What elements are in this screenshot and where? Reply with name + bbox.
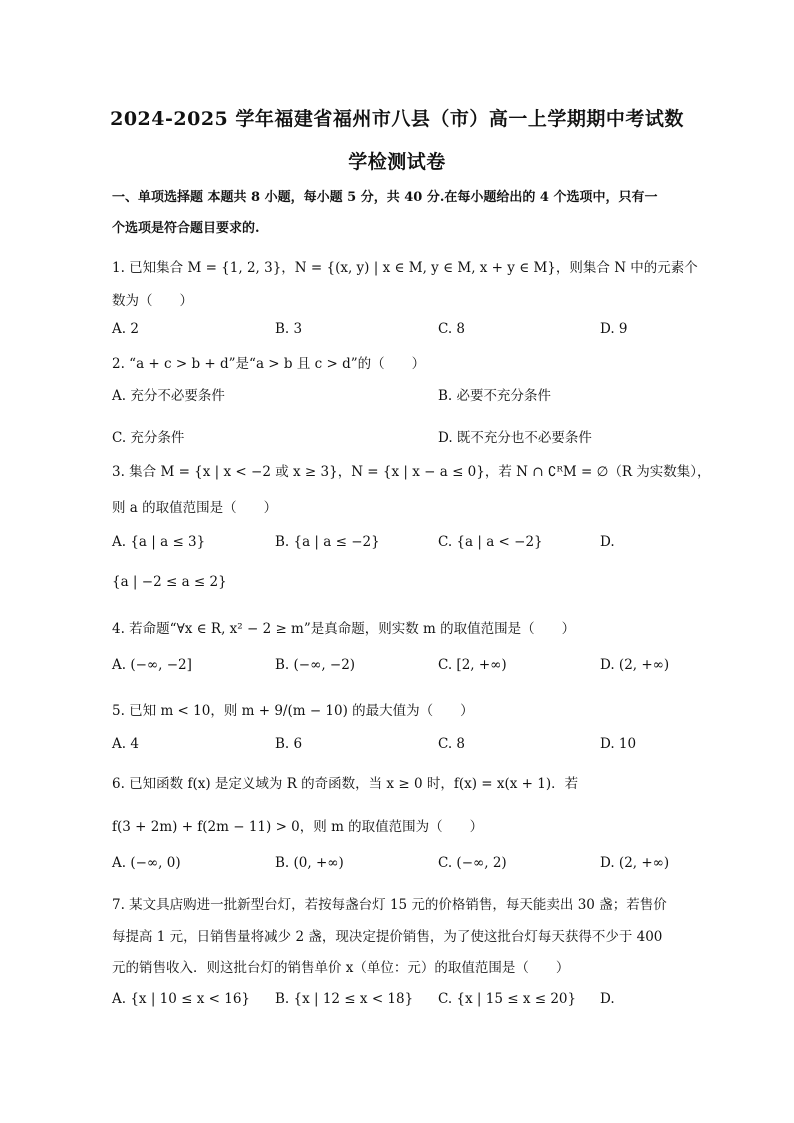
question-5-option-a: A. 4 (112, 736, 139, 752)
question-1-option-a: A. 2 (112, 321, 139, 337)
question-3-option-c: C. {a | a < −2} (438, 534, 543, 550)
question-6-option-d: D. (2, +∞) (600, 855, 670, 871)
question-3-option-a: A. {a | a ≤ 3} (112, 534, 206, 550)
question-7-option-b: B. {x | 12 ≤ x < 18} (275, 991, 414, 1007)
question-7-stem-line-2: 每提高 1 元，日销售量将减少 2 盏，现决定提价销售，为了使这批台灯每天获得不少于 400 (112, 929, 663, 945)
question-4-stem: 4. 若命题“∀x ∈ R, x² − 2 ≥ m”是真命题，则实数 m 的取值范围是（ ） (112, 621, 576, 637)
question-4-option-b: B. (−∞, −2) (275, 657, 356, 673)
question-1-option-b: B. 3 (275, 321, 303, 337)
question-2-stem: 2. “a + c > b + d”是“a > b 且 c > d”的（ ） (112, 356, 426, 372)
question-7-stem-line-3: 元的销售收入．则这批台灯的销售单价 x（单位：元）的取值范围是（ ） (112, 960, 570, 976)
question-5-option-c: C. 8 (438, 736, 466, 752)
question-3-option-d-text: {a | −2 ≤ a ≤ 2} (112, 574, 227, 590)
page-title-line-2: 学检测试卷 (348, 151, 446, 173)
question-6-stem-line-1: 6. 已知函数 f(x) 是定义域为 R 的奇函数，当 x ≥ 0 时，f(x) = x(x + 1)．若 (112, 776, 579, 792)
question-5-option-b: B. 6 (275, 736, 303, 752)
question-7-option-c: C. {x | 15 ≤ x ≤ 20} (438, 991, 577, 1007)
question-2-option-a: A. 充分不必要条件 (112, 388, 225, 404)
question-4-option-a: A. (−∞, −2] (112, 657, 192, 673)
question-1-stem-line-2: 数为（ ） (112, 293, 193, 309)
section-heading-line-1: 一、单项选择题 本题共 8 小题，每小题 5 分，共 40 分.在每小题给出的 4 个选项中，只有一 (112, 190, 658, 205)
question-4-option-c: C. [2, +∞) (438, 657, 507, 673)
question-3-stem-line-1: 3. 集合 M = {x | x < −2 或 x ≥ 3}，N = {x | x − a ≤ 0}，若 N ∩ ∁ᴿM = ∅（R 为实数集）， (112, 464, 711, 480)
question-7-option-a: A. {x | 10 ≤ x < 16} (112, 991, 251, 1007)
question-3-option-d: D. (600, 534, 615, 550)
question-6-option-a: A. (−∞, 0) (112, 855, 181, 871)
question-2-option-d: D. 既不充分也不必要条件 (438, 430, 592, 446)
question-1-stem-line-1: 1. 已知集合 M = {1, 2, 3}，N = {(x, y) | x ∈ M, y ∈ M, x + y ∈ M}，则集合 N 中的元素个 (112, 260, 698, 276)
question-6-option-c: C. (−∞, 2) (438, 855, 507, 871)
question-7-option-d: D. (600, 991, 615, 1007)
question-4-option-d: D. (2, +∞) (600, 657, 670, 673)
question-1-option-d: D. 9 (600, 321, 628, 337)
page-title-line-1: 2024-2025 学年福建省福州市八县（市）高一上学期期中考试数 (110, 108, 684, 130)
question-5-option-d: D. 10 (600, 736, 637, 752)
question-3-option-b: B. {a | a ≤ −2} (275, 534, 380, 550)
question-2-option-b: B. 必要不充分条件 (438, 388, 552, 404)
question-5-stem: 5. 已知 m < 10，则 m + 9/(m − 10) 的最大值为（ ） (112, 703, 474, 719)
question-6-stem-line-2: f(3 + 2m) + f(2m − 11) > 0，则 m 的取值范围为（ ） (112, 819, 484, 835)
section-heading-line-2: 个选项是符合题目要求的. (112, 221, 260, 236)
question-3-stem-line-2: 则 a 的取值范围是（ ） (112, 500, 278, 516)
question-6-option-b: B. (0, +∞) (275, 855, 344, 871)
question-2-option-c: C. 充分条件 (112, 430, 185, 446)
question-1-option-c: C. 8 (438, 321, 466, 337)
question-7-stem-line-1: 7. 某文具店购进一批新型台灯，若按每盏台灯 15 元的价格销售，每天能卖出 30 盏；若售价 (112, 897, 667, 913)
